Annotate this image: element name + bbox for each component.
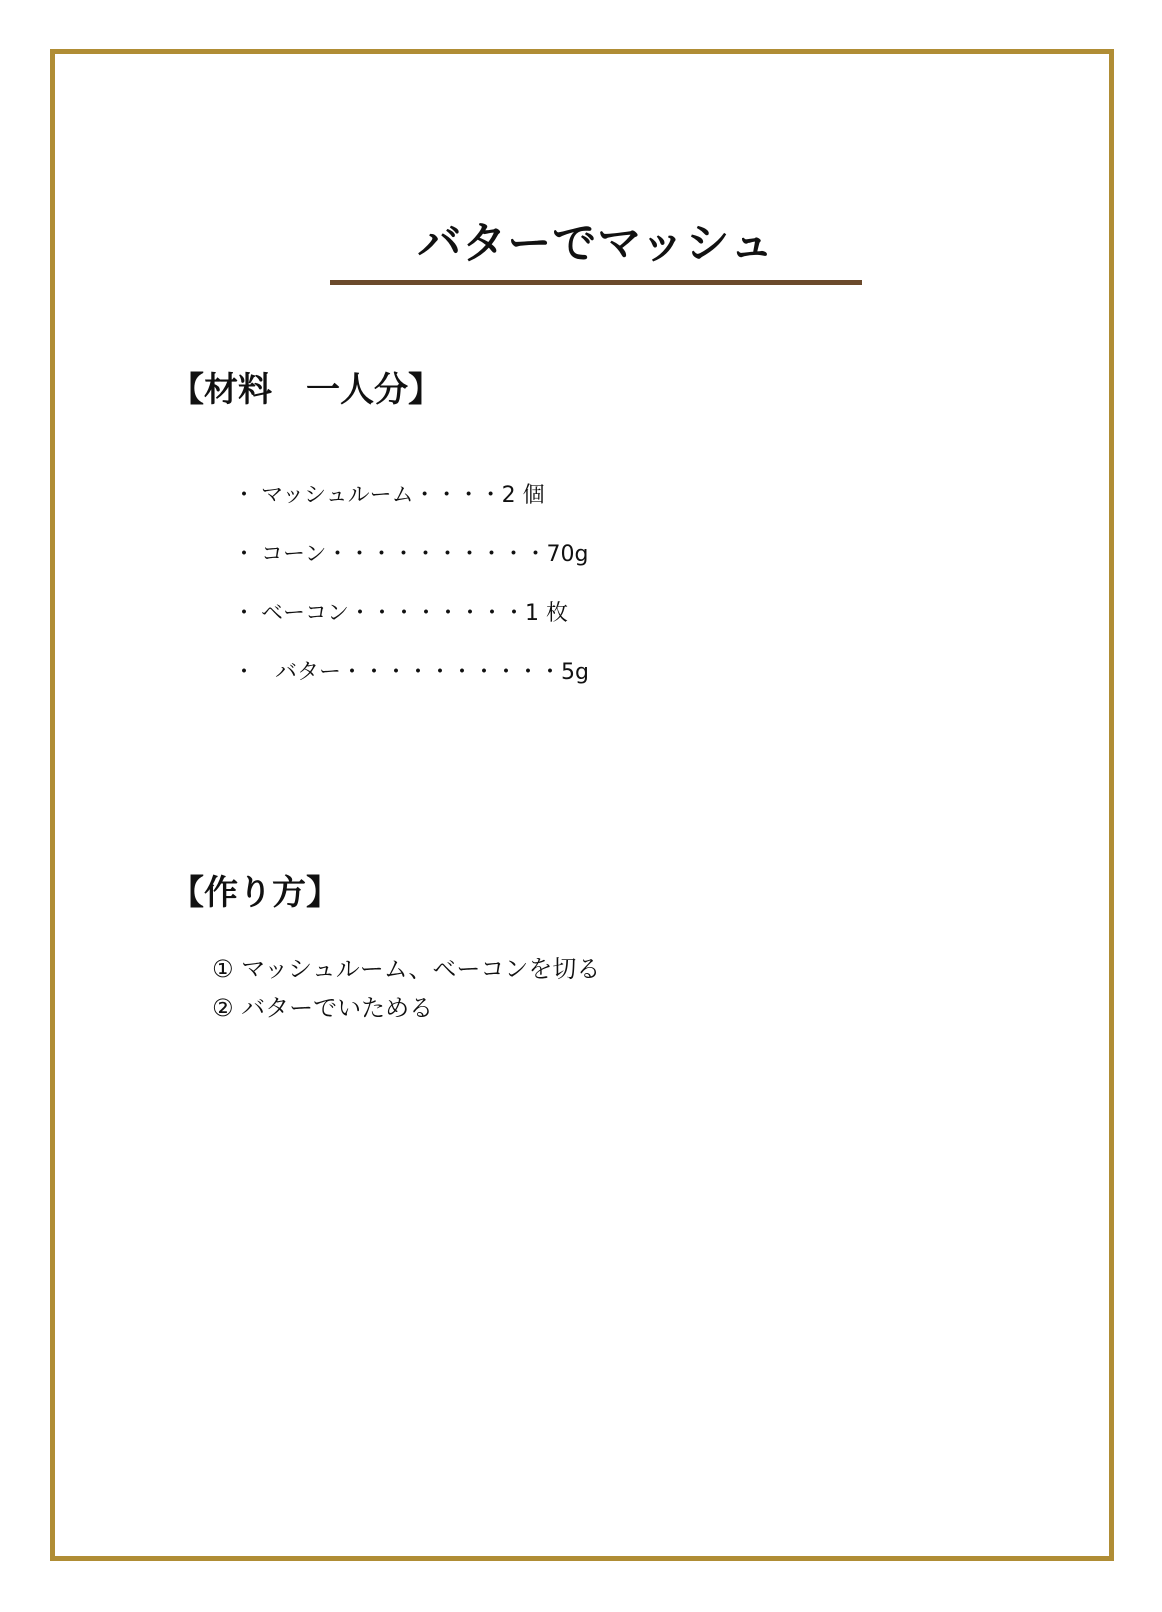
bullet-icon: ・	[232, 483, 255, 508]
bullet-icon: ・	[232, 660, 255, 685]
ingredient-text: ベーコン・・・・・・・・1 枚	[260, 601, 568, 626]
method-step: ① マッシュルーム、ベーコンを切る	[212, 955, 601, 983]
ingredient-item-butter	[205, 628, 589, 718]
bullet-icon: ・	[232, 542, 255, 567]
ingredient-text: マッシュルーム・・・・2 個	[260, 483, 545, 508]
page-border-frame	[50, 49, 1114, 1561]
ingredient-text: バター・・・・・・・・・・5g	[260, 660, 589, 685]
method-heading: 【作り方】	[170, 873, 340, 913]
bullet-icon: ・	[232, 601, 255, 626]
recipe-title: バターでマッシュ	[417, 218, 775, 269]
ingredients-heading: 【材料 一人分】	[170, 370, 442, 410]
title-underline	[330, 280, 862, 285]
ingredient-text: コーン・・・・・・・・・・70g	[260, 542, 589, 567]
method-step: ② バターでいためる	[212, 994, 434, 1022]
